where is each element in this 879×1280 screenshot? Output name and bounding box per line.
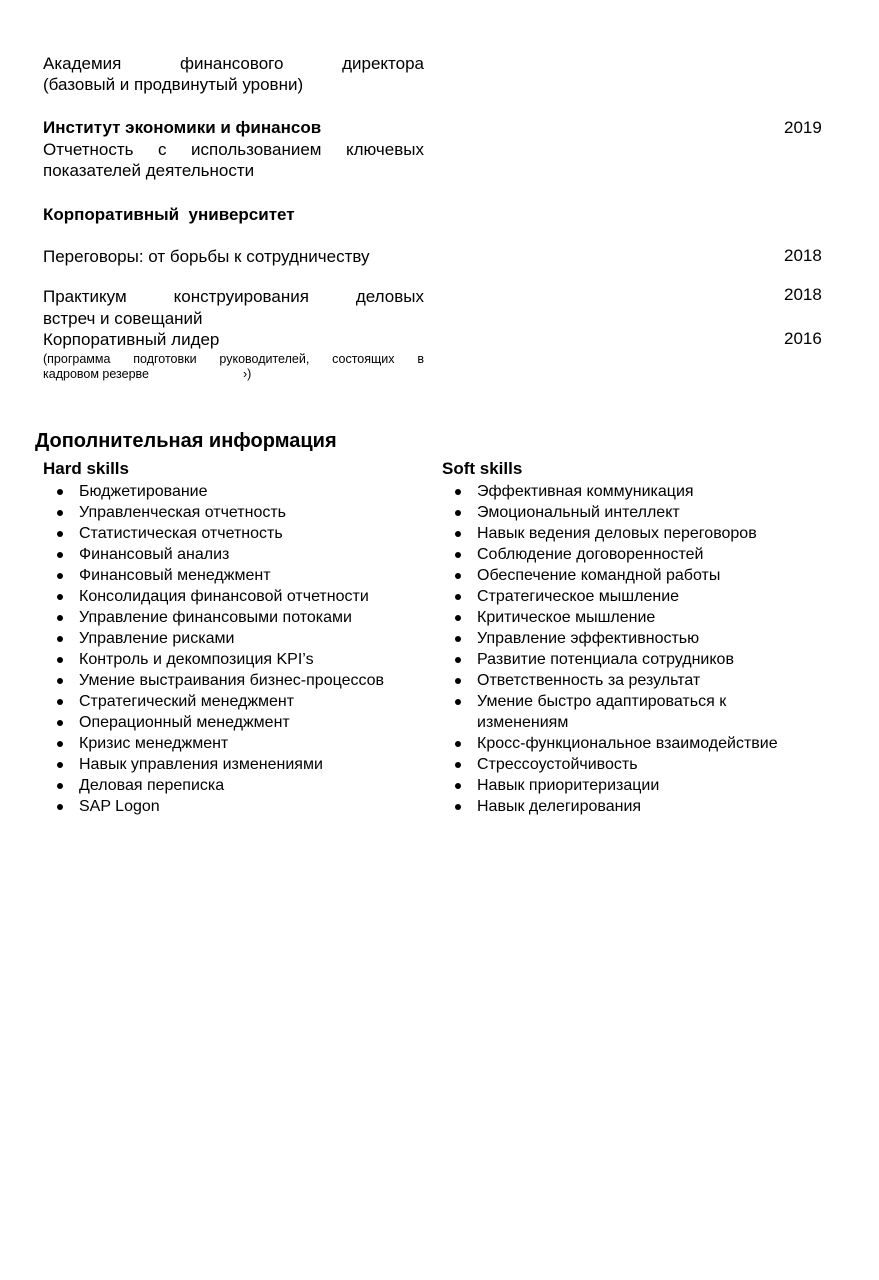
list-item xyxy=(43,607,423,628)
list-item xyxy=(441,670,821,691)
bullet-icon xyxy=(57,657,63,663)
hard-skills-list xyxy=(43,481,423,817)
list-item xyxy=(43,649,423,670)
list-item-text: Эмоциональный интеллект xyxy=(477,504,680,521)
list-item xyxy=(441,607,821,628)
list-item-text: Кросс-функциональное взаимодействие xyxy=(477,735,778,752)
list-item-text: Бюджетирование xyxy=(79,483,208,500)
bullet-icon xyxy=(455,531,461,537)
bullet-icon xyxy=(57,615,63,621)
list-item xyxy=(43,502,423,523)
list-item-text: Консолидация финансовой отчетности xyxy=(79,588,369,605)
list-item-text: Деловая переписка xyxy=(79,777,225,794)
course-leader-year: 2016 xyxy=(784,329,822,348)
list-item xyxy=(43,481,423,502)
list-item xyxy=(43,565,423,586)
institute-title: Институт экономики и финансов xyxy=(43,118,322,137)
list-item xyxy=(441,649,821,670)
list-item-text: Статистическая отчетность xyxy=(79,525,283,542)
course-workshop-year: 2018 xyxy=(784,285,822,304)
list-item xyxy=(441,586,821,607)
bullet-icon xyxy=(455,552,461,558)
bullet-icon xyxy=(455,594,461,600)
course-workshop-line-2: встреч и совещаний xyxy=(43,309,203,328)
list-item-text: Соблюдение договоренностей xyxy=(477,546,704,563)
list-item-text: Управленческая отчетность xyxy=(79,504,287,521)
institute-course-line-1: Отчетность с использованием ключевых xyxy=(43,140,424,159)
list-item xyxy=(43,712,423,733)
institute-year: 2019 xyxy=(784,118,822,137)
list-item xyxy=(43,775,423,796)
list-item-text: Финансовый анализ xyxy=(79,546,230,563)
list-item-text: Операционный менеджмент xyxy=(79,714,290,731)
list-item-text: Навык управления изменениями xyxy=(79,756,323,773)
bullet-icon xyxy=(455,762,461,768)
course-negotiations-year: 2018 xyxy=(784,246,822,265)
list-item xyxy=(441,544,821,565)
list-item-text: Стратегический менеджмент xyxy=(79,693,295,710)
list-item-text: Эффективная коммуникация xyxy=(477,483,694,500)
list-item-text: Контроль и декомпозиция KPI’s xyxy=(79,651,314,668)
bullet-icon xyxy=(57,594,63,600)
list-item-text: Умение выстраивания бизнес-процессов xyxy=(79,672,385,689)
course-leader-note-line-2: кадровом резерве xyxy=(43,367,149,381)
list-item-text: Ответственность за результат xyxy=(477,672,701,689)
bullet-icon xyxy=(455,510,461,516)
list-item-text: Навык ведения деловых переговоров xyxy=(477,525,757,542)
list-item-text: Развитие потенциала сотрудников xyxy=(477,651,734,668)
list-item xyxy=(43,691,423,712)
course-workshop-line-1: Практикум конструирования деловых xyxy=(43,287,424,306)
list-item xyxy=(43,586,423,607)
list-item-text: Кризис менеджмент xyxy=(79,735,229,752)
bullet-icon xyxy=(455,783,461,789)
list-item xyxy=(43,628,423,649)
list-item xyxy=(43,670,423,691)
course-leader-note-tail: ›) xyxy=(243,367,252,381)
list-item xyxy=(43,523,423,544)
bullet-icon xyxy=(455,657,461,663)
bullet-icon xyxy=(57,573,63,579)
bullet-icon xyxy=(57,741,63,747)
corporate-university-title: Корпоративный университет xyxy=(43,205,295,224)
list-item-text: Навык приоритеризации xyxy=(477,777,660,794)
list-item-text: Умение быстро адаптироваться к изменениям xyxy=(477,693,727,731)
list-item-text: Стратегическое мышление xyxy=(477,588,680,605)
list-item-text: Стрессоустойчивость xyxy=(477,756,638,773)
bullet-icon xyxy=(455,741,461,747)
list-item-text: SAP Logon xyxy=(79,798,160,815)
list-item-text: Критическое мышление xyxy=(477,609,656,626)
list-item-text: Навык делегирования xyxy=(477,798,642,815)
hard-skills-title: Hard skills xyxy=(43,459,129,478)
additional-info-title: Дополнительная информация xyxy=(35,430,337,452)
list-item xyxy=(441,775,821,796)
list-item xyxy=(441,754,821,775)
soft-skills-title: Soft skills xyxy=(442,459,523,478)
bullet-icon xyxy=(57,489,63,495)
bullet-icon xyxy=(57,678,63,684)
course-leader: Корпоративный лидер xyxy=(43,330,220,349)
list-item xyxy=(43,796,423,817)
bullet-icon xyxy=(455,615,461,621)
list-item-text: Управление финансовыми потоками xyxy=(79,609,352,626)
list-item xyxy=(441,523,821,544)
academy-line-1: Академия финансового директора xyxy=(43,54,424,73)
soft-skills-list xyxy=(441,481,821,817)
list-item xyxy=(441,691,821,733)
bullet-icon xyxy=(57,636,63,642)
list-item xyxy=(441,502,821,523)
institute-course-line-2: показателей деятельности xyxy=(43,161,255,180)
bullet-icon xyxy=(57,510,63,516)
bullet-icon xyxy=(57,783,63,789)
bullet-icon xyxy=(57,699,63,705)
list-item-text: Финансовый менеджмент xyxy=(79,567,271,584)
bullet-icon xyxy=(455,699,461,705)
bullet-icon xyxy=(57,720,63,726)
list-item xyxy=(441,733,821,754)
bullet-icon xyxy=(57,552,63,558)
bullet-icon xyxy=(57,804,63,810)
course-leader-note-line-1: (программа подготовки руководителей, состоящих в xyxy=(43,352,424,366)
list-item-text: Управление рисками xyxy=(79,630,235,647)
bullet-icon xyxy=(57,762,63,768)
bullet-icon xyxy=(455,636,461,642)
list-item xyxy=(441,628,821,649)
bullet-icon xyxy=(455,573,461,579)
list-item xyxy=(441,481,821,502)
academy-line-2: (базовый и продвинутый уровни) xyxy=(43,75,304,94)
list-item-text: Управление эффективностью xyxy=(477,630,700,647)
list-item xyxy=(441,565,821,586)
list-item xyxy=(43,754,423,775)
bullet-icon xyxy=(57,531,63,537)
list-item xyxy=(43,733,423,754)
bullet-icon xyxy=(455,489,461,495)
course-negotiations: Переговоры: от борьбы к сотрудничеству xyxy=(43,247,370,266)
list-item-text: Обеспечение командной работы xyxy=(477,567,721,584)
bullet-icon xyxy=(455,678,461,684)
list-item xyxy=(441,796,821,817)
list-item xyxy=(43,544,423,565)
bullet-icon xyxy=(455,804,461,810)
